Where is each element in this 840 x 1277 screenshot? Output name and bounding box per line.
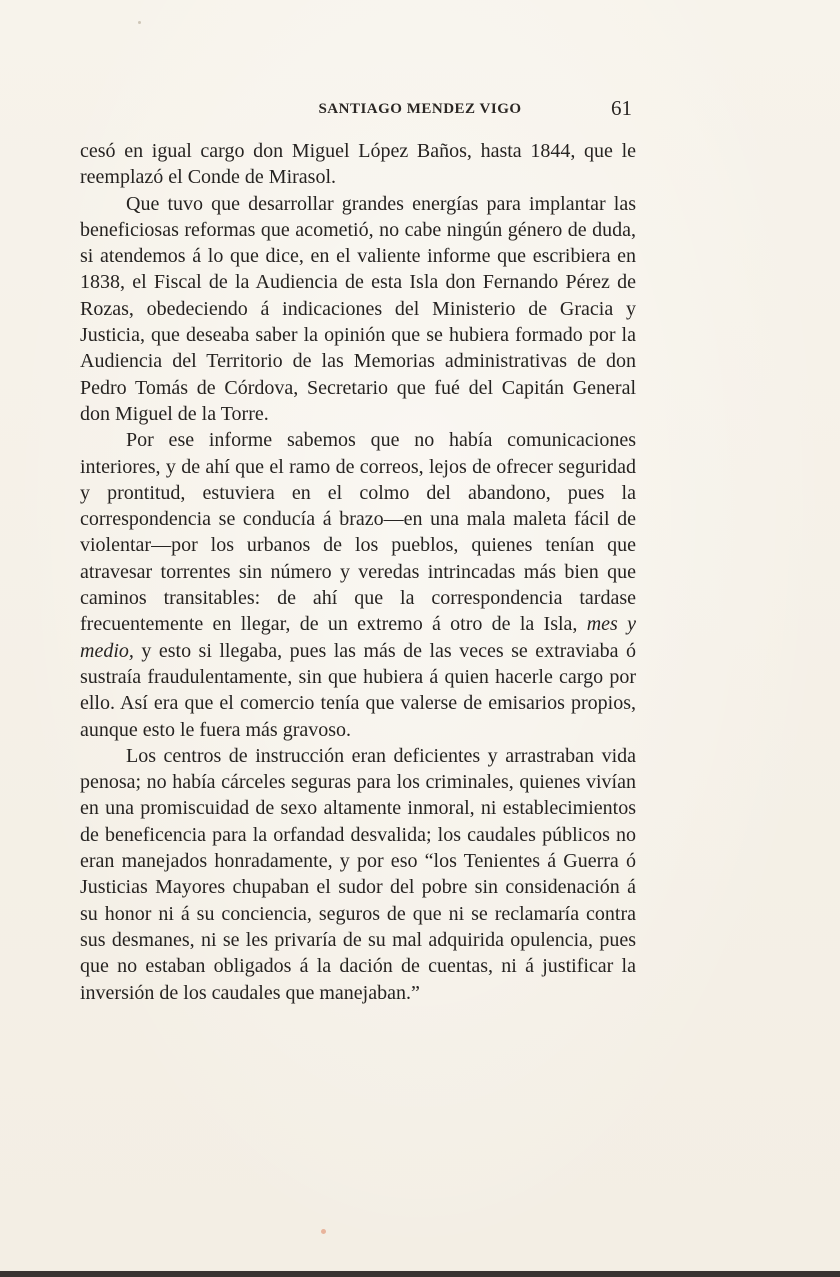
ink-dot: [321, 1229, 326, 1234]
paragraph-1: cesó en igual cargo don Miguel López Baños, hasta 1844, que le reemplazó el Conde de Mirasol.: [80, 140, 636, 189]
paragraph-4: Los centros de instrucción eran deficientes y arrastraban vida penosa; no había cárceles seguras para los criminales, quienes vivían en una promiscuidad de sexo altamente inmoral, ni establecimientos de beneficencia para la orfandad desvalida; los caudales públicos no eran manejados honradamente, y por eso “los Tenientes á Guerra ó Justicias Mayores chupaban el sudor del pobre sin considenación á su honor ni á su conciencia, seguros de que ni se reclamaría contra sus desmanes, ni se les privaría de su mal adquirida opulencia, pues que no estaban obligados á la dación de cuentas, ni á justificar la inversión de los caudales que manejaban.”: [80, 744, 636, 1004]
running-title: SANTIAGO MENDEZ VIGO: [318, 101, 522, 117]
paper-speck: [138, 21, 141, 24]
page-bottom-edge: [0, 1271, 840, 1277]
paragraph-3-part-a: Por ese informe sabemos que no había comunicaciones interiores, y de ahí que el ramo de correos, lejos de ofrecer seguridad y prontitud, estuviera en el colmo del abandono, pues la correspondencia se conducía á brazo—en una mala maleta fácil de violentar—por los urbanos de los pueblos, quienes tenían que atravesar torrentes sin número y veredas intrincadas más bien que caminos transitables: de ahí que la correspondencia tardase frecuentemente en llegar, de un extremo á otro de la Isla,: [80, 429, 636, 636]
paragraph-2: Que tuvo que desarrollar grandes energías para implantar las beneficiosas reformas que acometió, no cabe ningún género de duda, si atendemos á lo que dice, en el valiente informe que escribiera en 1838, el Fiscal de la Audiencia de esta Isla don Fernando Pérez de Rozas, obedeciendo á indicaciones del Ministerio de Gracia y Justicia, que deseaba saber la opinión que se hubiera formado por la Audiencia del Territorio de las Memorias administrativas de don Pedro Tomás de Córdova, Secretario que fué del Capitán General don Miguel de la Torre.: [80, 192, 636, 425]
page-number: 61: [611, 96, 632, 120]
italic-phrase: mes y medio,: [80, 613, 637, 662]
body-text: [80, 138, 636, 1006]
paragraph-3-part-b: y esto si llegaba, pues las más de las veces se extraviaba ó sustraía fraudulentamente, sin que hubiera á quien hacerle cargo por ello. Así era que el comercio tenía que valerse de emisarios propios, aunque esto le fuera más gravoso.: [80, 639, 637, 741]
paragraph-3: [80, 427, 636, 743]
